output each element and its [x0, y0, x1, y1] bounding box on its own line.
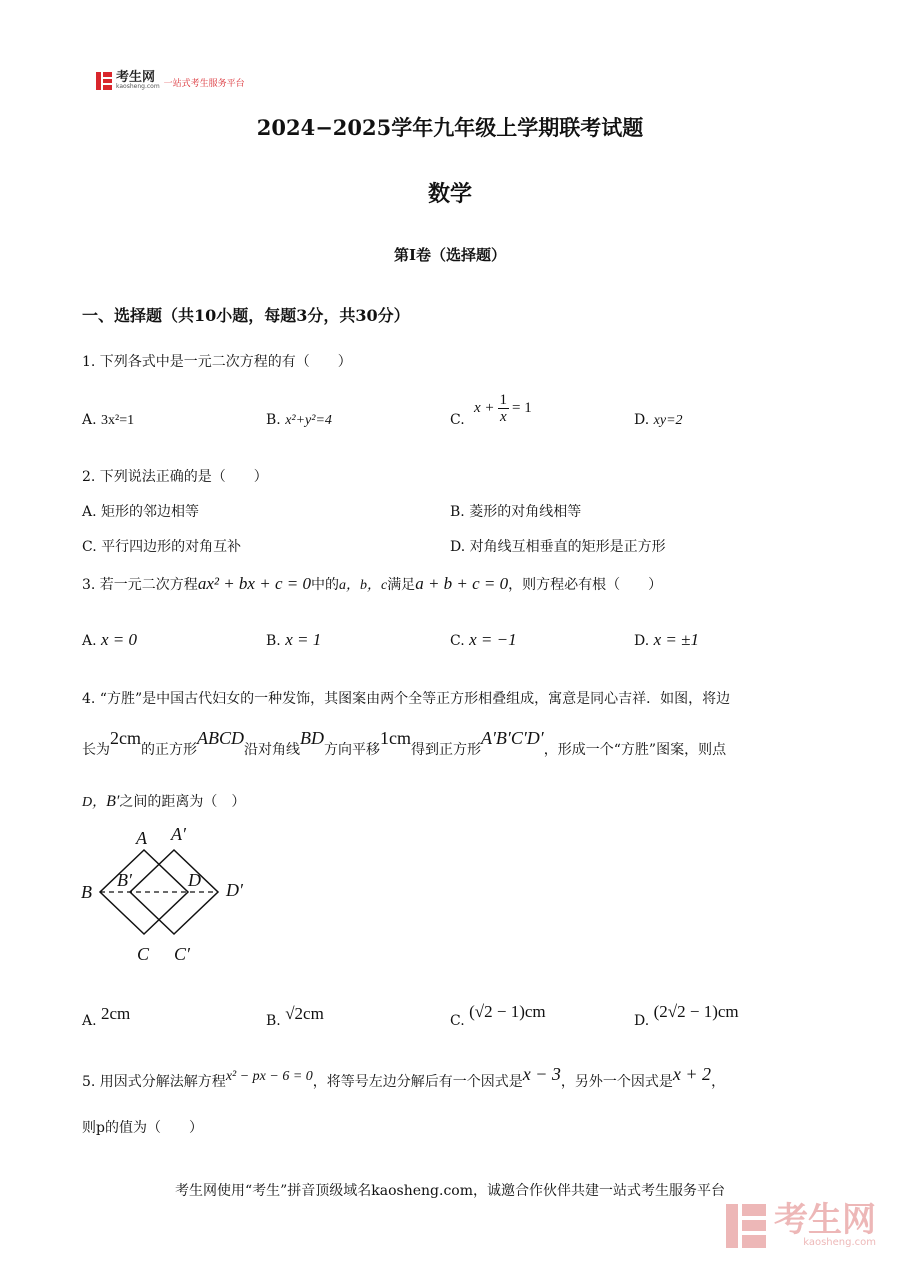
- watermark: [726, 1200, 876, 1248]
- q1-option-a: A. 3x²=1: [82, 412, 135, 428]
- watermark-text: 考生网: [774, 1200, 876, 1240]
- q2-option-d: D. 对角线互相垂直的矩形是正方形: [450, 539, 666, 555]
- q4-option-d: D. (2√2 − 1)cm: [634, 1002, 739, 1029]
- label-c-prime: C′: [174, 944, 190, 964]
- volume-title: 第I卷（选择题）: [393, 246, 507, 264]
- logo-slogan: 一站式考生服务平台: [163, 78, 245, 89]
- footer-notice: 考生网使用“考生”拼音顶级域名kaosheng.com，诚邀合作伙伴共建一站式考生服务平台: [174, 1183, 726, 1199]
- q3-option-b: B. x = 1: [266, 630, 322, 649]
- label-a: A: [136, 828, 147, 848]
- q4-option-a: A. 2cm: [82, 1004, 131, 1029]
- logo-domain: kaosheng.com: [116, 83, 160, 90]
- label-b-prime: B′: [117, 870, 132, 890]
- label-d-prime: D′: [226, 880, 243, 900]
- label-d: D: [188, 870, 201, 890]
- q3-option-d: D. x = ±1: [634, 630, 699, 649]
- q2-option-a: A. 矩形的邻边相等: [82, 504, 200, 520]
- question-2-stem: 2. 下列说法正确的是（ ）: [82, 469, 268, 485]
- q4-option-c: C. (√2 − 1)cm: [450, 1002, 546, 1029]
- q1-option-d: D. xy=2: [634, 412, 683, 428]
- watermark-logo-icon: [726, 1204, 766, 1248]
- logo-mark-icon: [96, 72, 112, 90]
- question-5-line-2: 则p的值为（ ）: [82, 1120, 203, 1136]
- question-1-stem: 1. 下列各式中是一元二次方程的有（ ）: [82, 354, 352, 370]
- label-b: B: [81, 882, 92, 902]
- site-logo: [96, 72, 245, 90]
- question-3-stem: 3. 若一元二次方程ax² + bx + c = 0中的a，b，c满足a + b + c = 0，则方程必有根（ ）: [82, 574, 663, 593]
- question-4-line-2: 长为2cm的正方形ABCD沿对角线BD方向平移1cm得到正方形A′B′C′D′，形成一个“方胜”图案，则点: [82, 728, 727, 758]
- watermark-domain: kaosheng.com: [803, 1237, 876, 1248]
- q3-option-c: C. x = −1: [450, 630, 517, 649]
- label-a-prime: A′: [171, 824, 186, 844]
- q1-option-c-label: C.: [450, 412, 465, 428]
- subject-title: 数学: [427, 181, 472, 207]
- q1-option-b: B. x²+y²=4: [266, 412, 332, 428]
- q1-option-c-formula: x + $\frac{1}{x}$ = 1: [474, 392, 532, 425]
- fangsheng-figure: [76, 820, 256, 970]
- label-c: C: [137, 944, 150, 964]
- exam-title: 2024−2025学年九年级上学期联考试题: [256, 115, 644, 140]
- logo-name: 考生网: [116, 70, 156, 85]
- section-heading: 一、选择题（共10小题，每题3分，共30分）: [82, 306, 410, 325]
- question-4-line-1: 4. “方胜”是中国古代妇女的一种发饰，其图案由两个全等正方形相叠组成，寓意是同心吉祥．如图，将边: [82, 691, 731, 707]
- q4-option-b: B. √2cm: [266, 1004, 324, 1029]
- q3-option-a: A. x = 0: [82, 630, 138, 649]
- question-4-line-3: D，B′之间的距离为（ ）: [82, 793, 246, 810]
- question-5-line-1: 5. 用因式分解法解方程x² − px − 6 = 0，将等号左边分解后有一个因式是x − 3，另外一个因式是x + 2，: [82, 1064, 726, 1090]
- q2-option-b: B. 菱形的对角线相等: [450, 504, 582, 520]
- q2-option-c: C. 平行四边形的对角互补: [82, 539, 242, 555]
